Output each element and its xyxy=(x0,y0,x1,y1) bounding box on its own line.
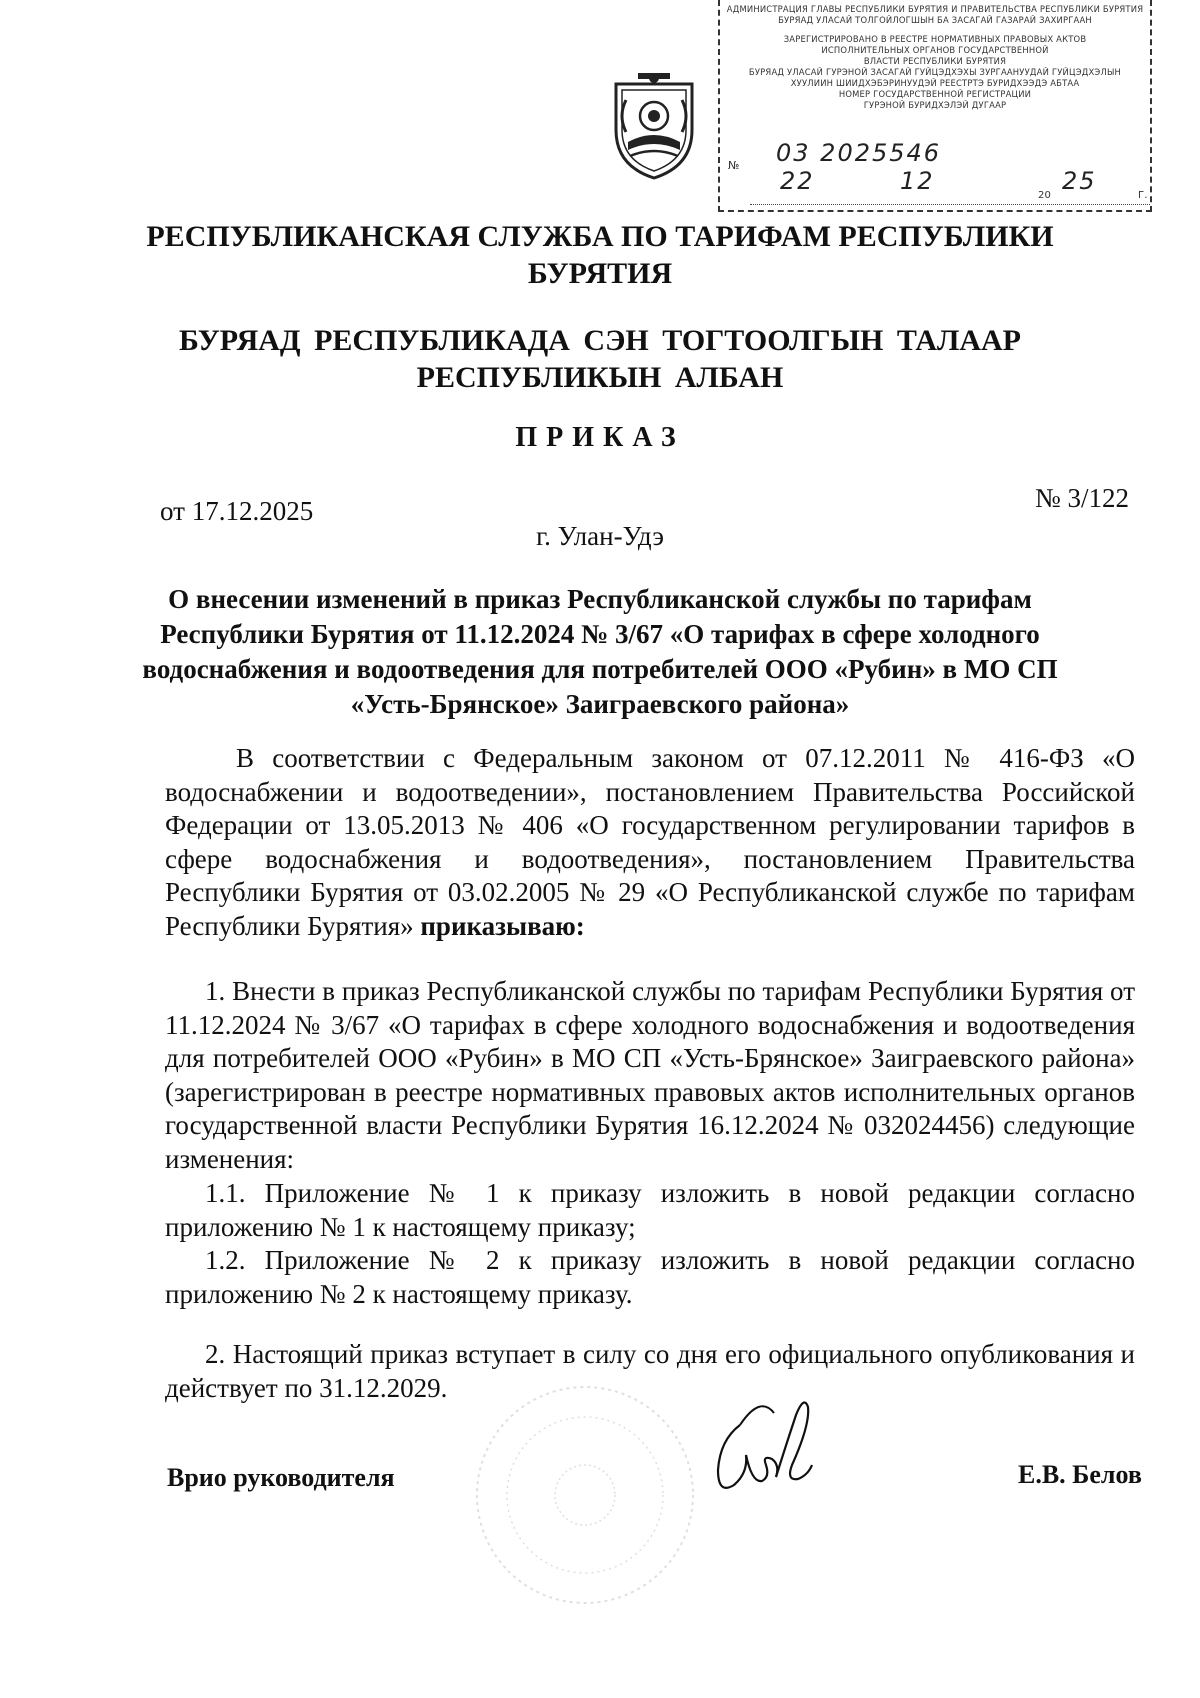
signatory-name: Е.В. Белов xyxy=(1018,1460,1142,1489)
item-2-paragraph: 2. Настоящий приказ вступает в силу со дня его официального опубликования и действует по 31.12.2029. xyxy=(165,1339,1135,1403)
document-type-title: ПРИКАЗ xyxy=(515,422,685,453)
stamp-year-prefix: 20 xyxy=(1038,190,1052,201)
order-subject xyxy=(0,582,1200,722)
stamp-line: ЗАРЕГИСТРИРОВАНО В РЕЕСТРЕ НОРМАТИВНЫХ ПРАВОВЫХ АКТОВ xyxy=(783,34,1087,44)
agency-name-line: РЕСПУБЛИКАНСКАЯ СЛУЖБА ПО ТАРИФАМ РЕСПУБЛИКИ xyxy=(146,220,1054,253)
subject-line: О внесении изменений в приказ Республиканской службы по тарифам xyxy=(168,584,1032,614)
order-number: № 3/122 xyxy=(1035,483,1130,513)
preamble-text: В соответствии с Федеральным законом от 07.12.2011 № 416-ФЗ «О водоснабжении и водоотведении», постановлением Правительства Российской Федерации от 13.05.2013 № 406 «О государственном регулировании тарифов в сфере водоснабжения и водоотведения», постановлением Правительства Республики Бурятия от 03.02.2005 № 29 «О Республиканской службе по тарифам Республики Бурятия» xyxy=(165,743,1135,941)
registration-stamp xyxy=(718,0,1152,212)
agency-name-buryat xyxy=(0,322,1200,396)
agency-name-line: БУРЯАД РЕСПУБЛИКАДА СЭН ТОГТООЛГЫН ТАЛААР xyxy=(178,324,1022,357)
subject-line: Республики Бурятия от 11.12.2024 № 3/67 «О тарифах в сфере холодного xyxy=(160,619,1040,649)
agency-name-russian xyxy=(0,218,1200,292)
stamp-line: ВЛАСТИ РЕСПУБЛИКИ БУРЯТИЯ xyxy=(863,56,1007,66)
subject-line: «Усть-Брянское» Заиграевского района» xyxy=(350,689,850,719)
order-date: от 17.12.2025 xyxy=(160,496,314,526)
item-1-2-paragraph: 1.2. Приложение № 2 к приказу изложить в новой редакции согласно приложению № 2 к настоящему приказу. xyxy=(165,1245,1135,1309)
order-verb: приказываю: xyxy=(420,910,585,941)
stamp-registration-number: 03 2025546 xyxy=(776,139,942,167)
stamp-year: 25 xyxy=(1062,167,1097,195)
stamp-line: НОМЕР ГОСУДАРСТВЕННОЙ РЕГИСТРАЦИИ xyxy=(838,89,1032,99)
stamp-line: БУРЯАД УЛАСАЙ ТОЛГОЙЛОГШЫН БА ЗАСАГАЙ ГАЗАРАЙ ЗАХИРГААН xyxy=(778,15,1092,25)
stamp-number-label: № xyxy=(728,159,740,172)
agency-name-line: БУРЯТИЯ xyxy=(527,257,673,290)
official-seal-imprint xyxy=(470,1380,700,1610)
stamp-day: 22 xyxy=(780,167,815,195)
stamp-line: ГУРЭНОЙ БУРИДХЭЛЭЙ ДУГААР xyxy=(863,100,1007,110)
item-1-paragraph: 1. Внести в приказ Республиканской службы по тарифам Республики Бурятия от 11.12.2024 № 3/67 «О тарифах в сфере холодного водоснабжения и водоотведения для потребителей ООО «Рубин» в МО СП «Усть-Брянское» Заиграевского района» (зарегистрирован в реестре нормативных правовых актов исполнительных органов государственной власти Республики Бурятия 16.12.2024 № 032024456) следующие изменения: xyxy=(165,976,1135,1174)
coat-of-arms-emblem xyxy=(608,70,700,182)
subject-line: водоснабжения и водоотведения для потребителей ООО «Рубин» в МО СП xyxy=(142,654,1058,684)
stamp-year-suffix: Г. xyxy=(1138,190,1148,201)
signatory-title: Врио руководителя xyxy=(167,1463,395,1492)
stamp-line: БУРЯАД УЛАСАЙ ГУРЭНОЙ ЗАСАГАЙ ГУЙЦЭДХЭХЫ ЗУРГААНУУДАЙ ГУЙЦЭДХЭЛЫН xyxy=(748,67,1122,77)
item-1-1-paragraph: 1.1. Приложение № 1 к приказу изложить в новой редакции согласно приложению № 1 к настоящему приказу; xyxy=(165,1178,1135,1242)
stamp-line: ХУУЛИИН ШИИДХЭБЭРИНУУДЭЙ РЕЕСТРТЭ БУРИДХЭЭДЭ АБТАА xyxy=(790,78,1080,88)
stamp-date-row xyxy=(750,167,1150,205)
stamp-line: АДМИНИСТРАЦИЯ ГЛАВЫ РЕСПУБЛИКИ БУРЯТИЯ И ПРАВИТЕЛЬСТВА РЕСПУБЛИКИ БУРЯТИЯ xyxy=(726,4,1144,14)
preamble-paragraph xyxy=(165,742,1135,944)
stamp-line: ИСПОЛНИТЕЛЬНЫХ ОРГАНОВ ГОСУДАРСТВЕННОЙ xyxy=(821,45,1049,55)
agency-name-line: РЕСПУБЛИКЫН АЛБАН xyxy=(416,361,784,394)
handwritten-signature xyxy=(700,1385,840,1515)
order-city: г. Улан-Удэ xyxy=(536,521,664,551)
stamp-month: 12 xyxy=(900,167,935,195)
